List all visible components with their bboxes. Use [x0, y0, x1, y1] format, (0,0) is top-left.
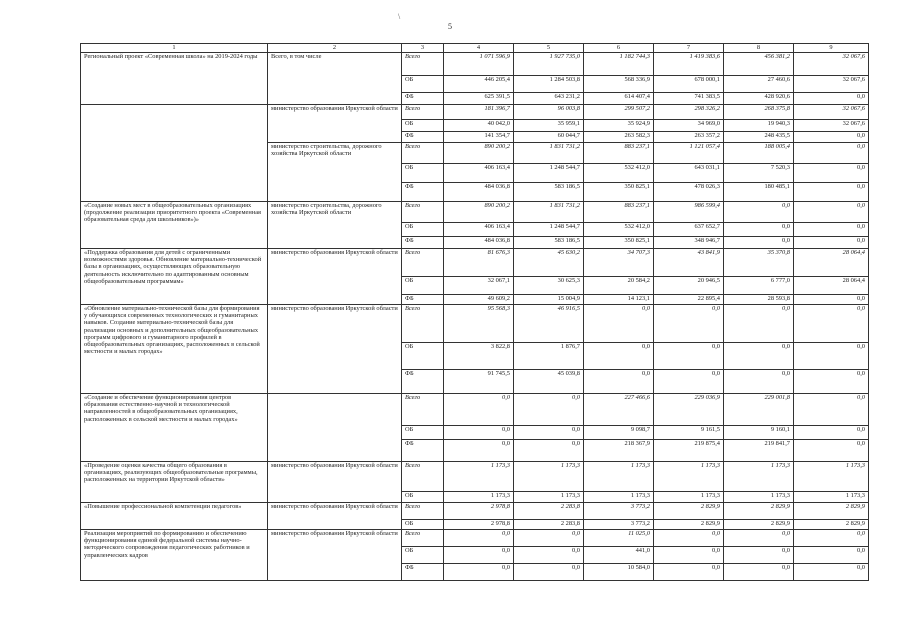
year-amount: 6 777,0 — [724, 277, 794, 295]
year-amount: 741 383,5 — [654, 93, 724, 105]
funding-source: ОБ — [402, 164, 444, 183]
responsible-executor: министерство образования Иркутской области — [268, 530, 402, 581]
funding-source: ФБ — [402, 564, 444, 581]
year-amount: 1 173,3 — [794, 492, 869, 503]
year-amount: 0,0 — [584, 370, 654, 394]
year-amount: 1 831 731,2 — [514, 143, 584, 164]
year-amount: 406 163,4 — [444, 164, 514, 183]
year-amount: 45 039,8 — [514, 370, 584, 394]
year-amount: 0,0 — [794, 143, 869, 164]
year-amount: 532 412,0 — [584, 223, 654, 237]
year-amount: 0,0 — [794, 93, 869, 105]
activity-description: «Поддержка образования для детей с ограниченными возможностями здоровья. Обновление материально-технической базы в организациях, осуществляющих образовательную деятельность исключительно по адаптированным основным общеобразовательным программам» — [81, 249, 268, 305]
year-amount: 35 924,9 — [584, 120, 654, 132]
year-amount: 0,0 — [724, 202, 794, 223]
column-header: 9 — [794, 44, 869, 53]
funding-source: Всего — [402, 503, 444, 520]
year-amount: 180 485,1 — [724, 183, 794, 202]
year-amount: 0,0 — [724, 343, 794, 370]
year-amount: 1 173,3 — [724, 492, 794, 503]
year-amount: 2 978,8 — [444, 520, 514, 530]
year-amount: 1 173,3 — [584, 492, 654, 503]
year-amount: 3 773,2 — [584, 520, 654, 530]
year-amount: 299 507,2 — [584, 105, 654, 120]
year-amount: 625 391,5 — [444, 93, 514, 105]
year-amount: 34 707,3 — [584, 249, 654, 277]
year-amount: 1 876,7 — [514, 343, 584, 370]
year-amount: 46 916,5 — [514, 305, 584, 343]
year-amount: 14 123,1 — [584, 295, 654, 305]
column-header: 1 — [81, 44, 268, 53]
year-amount: 43 841,9 — [654, 249, 724, 277]
year-amount: 428 920,6 — [724, 93, 794, 105]
year-amount: 986 599,4 — [654, 202, 724, 223]
year-amount: 1 173,3 — [514, 492, 584, 503]
responsible-executor: министерство образования Иркутской области — [268, 249, 402, 305]
year-amount: 27 460,6 — [724, 76, 794, 93]
year-amount: 890 200,2 — [444, 202, 514, 223]
year-amount: 484 036,8 — [444, 237, 514, 249]
year-amount: 1 927 735,0 — [514, 53, 584, 76]
year-amount: 1 173,3 — [654, 462, 724, 492]
year-amount: 614 407,4 — [584, 93, 654, 105]
year-amount: 1 248 544,7 — [514, 164, 584, 183]
year-amount: 22 895,4 — [654, 295, 724, 305]
year-amount: 0,0 — [444, 394, 514, 426]
year-amount: 2 829,9 — [794, 503, 869, 520]
year-amount: 81 676,3 — [444, 249, 514, 277]
year-amount: 3 822,8 — [444, 343, 514, 370]
column-header: 3 — [402, 44, 444, 53]
year-amount: 0,0 — [724, 564, 794, 581]
year-amount: 32 067,1 — [444, 277, 514, 295]
funding-source: Всего — [402, 143, 444, 164]
year-amount: 484 036,8 — [444, 183, 514, 202]
year-amount: 188 005,4 — [724, 143, 794, 164]
year-amount: 28 064,4 — [794, 277, 869, 295]
funding-source: Всего — [402, 394, 444, 426]
year-amount: 0,0 — [794, 202, 869, 223]
year-amount: 34 969,0 — [654, 120, 724, 132]
year-amount: 0,0 — [794, 440, 869, 462]
year-amount: 0,0 — [654, 343, 724, 370]
year-amount: 227 466,6 — [584, 394, 654, 426]
year-amount: 1 071 596,9 — [444, 53, 514, 76]
year-amount: 883 237,1 — [584, 202, 654, 223]
year-amount: 32 067,6 — [794, 120, 869, 132]
year-amount: 1 419 383,6 — [654, 53, 724, 76]
funding-source: Всего — [402, 249, 444, 277]
year-amount: 0,0 — [724, 223, 794, 237]
funding-source: Всего — [402, 530, 444, 547]
year-amount: 1 121 057,4 — [654, 143, 724, 164]
year-amount: 0,0 — [794, 164, 869, 183]
year-amount: 11 025,0 — [584, 530, 654, 547]
year-amount: 0,0 — [794, 370, 869, 394]
year-amount: 229 036,9 — [654, 394, 724, 426]
year-amount: 9 160,1 — [724, 426, 794, 440]
activity-description: «Проведение оценки качества общего образования в организациях, реализующих общеобразовательные программы, расположенных на территории Иркутской области» — [81, 462, 268, 503]
year-amount: 35 959,1 — [514, 120, 584, 132]
responsible-executor: министерство образования Иркутской области — [268, 462, 402, 503]
year-amount: 0,0 — [514, 440, 584, 462]
funding-source: Всего — [402, 53, 444, 76]
year-amount: 0,0 — [514, 564, 584, 581]
table-row — [81, 105, 869, 120]
year-amount: 2 829,9 — [654, 503, 724, 520]
year-amount: 219 875,4 — [654, 440, 724, 462]
responsible-executor — [268, 394, 402, 462]
column-header: 5 — [514, 44, 584, 53]
column-header: 8 — [724, 44, 794, 53]
activity-description — [81, 105, 268, 202]
year-amount: 643 031,1 — [654, 164, 724, 183]
year-amount: 9 161,5 — [654, 426, 724, 440]
funding-source: ОБ — [402, 223, 444, 237]
year-amount: 0,0 — [794, 394, 869, 426]
activity-description: «Создание новых мест в общеобразовательных организациях (продолжение реализации приоритетного проекта «Современная образовательная среда для школьников»)» — [81, 202, 268, 249]
year-amount: 219 841,7 — [724, 440, 794, 462]
year-amount: 0,0 — [654, 370, 724, 394]
year-amount: 91 745,5 — [444, 370, 514, 394]
year-amount: 0,0 — [794, 132, 869, 143]
column-header: 7 — [654, 44, 724, 53]
year-amount: 15 004,9 — [514, 295, 584, 305]
year-amount: 532 412,0 — [584, 164, 654, 183]
year-amount: 643 231,2 — [514, 93, 584, 105]
year-amount: 0,0 — [724, 547, 794, 564]
year-amount: 2 978,8 — [444, 503, 514, 520]
year-amount: 40 042,0 — [444, 120, 514, 132]
year-amount: 1 182 744,3 — [584, 53, 654, 76]
table-row — [81, 305, 869, 343]
year-amount: 0,0 — [514, 547, 584, 564]
year-amount: 0,0 — [444, 530, 514, 547]
year-amount: 0,0 — [514, 426, 584, 440]
funding-source: Всего — [402, 202, 444, 223]
year-amount: 181 396,7 — [444, 105, 514, 120]
year-amount: 1 284 503,8 — [514, 76, 584, 93]
year-amount: 45 630,2 — [514, 249, 584, 277]
table-body — [81, 44, 869, 581]
year-amount: 2 829,9 — [654, 520, 724, 530]
year-amount: 1 173,3 — [444, 462, 514, 492]
year-amount: 446 205,4 — [444, 76, 514, 93]
year-amount: 0,0 — [444, 564, 514, 581]
year-amount: 60 044,7 — [514, 132, 584, 143]
year-amount: 268 375,8 — [724, 105, 794, 120]
year-amount: 0,0 — [514, 394, 584, 426]
funding-source: ОБ — [402, 277, 444, 295]
year-amount: 3 773,2 — [584, 503, 654, 520]
column-header: 4 — [444, 44, 514, 53]
year-amount: 0,0 — [724, 370, 794, 394]
year-amount: 263 582,3 — [584, 132, 654, 143]
column-header: 2 — [268, 44, 402, 53]
responsible-executor: министерство образования Иркутской области — [268, 503, 402, 530]
table-row — [81, 249, 869, 277]
funding-source: ОБ — [402, 426, 444, 440]
year-amount: 0,0 — [654, 305, 724, 343]
year-amount: 0,0 — [584, 343, 654, 370]
year-amount: 583 186,5 — [514, 237, 584, 249]
year-amount: 32 067,6 — [794, 105, 869, 120]
year-amount: 350 825,1 — [584, 237, 654, 249]
funding-source: ОБ — [402, 520, 444, 530]
year-amount: 0,0 — [654, 530, 724, 547]
year-amount: 1 173,3 — [654, 492, 724, 503]
year-amount: 263 357,2 — [654, 132, 724, 143]
year-amount: 0,0 — [794, 223, 869, 237]
year-amount: 0,0 — [794, 183, 869, 202]
year-amount: 2 829,9 — [724, 520, 794, 530]
year-amount: 28 593,8 — [724, 295, 794, 305]
activity-description: Реализация мероприятий по формированию и обеспечению функционирования единой федеральной системы научно-методического сопровождения педагогических работников и управленческих кадров — [81, 530, 268, 581]
year-amount: 0,0 — [794, 426, 869, 440]
year-amount: 0,0 — [724, 305, 794, 343]
year-amount: 9 098,7 — [584, 426, 654, 440]
year-amount: 7 520,3 — [724, 164, 794, 183]
year-amount: 49 609,2 — [444, 295, 514, 305]
year-amount: 568 336,9 — [584, 76, 654, 93]
responsible-executor: министерство строительства, дорожного хозяйства Иркутской области — [268, 202, 402, 249]
year-amount: 10 584,0 — [584, 564, 654, 581]
table-row — [81, 503, 869, 520]
responsible-executor: министерство строительства, дорожного хозяйства Иркутской области — [268, 143, 402, 202]
funding-source: ФБ — [402, 370, 444, 394]
year-amount: 1 173,3 — [794, 462, 869, 492]
year-amount: 32 067,6 — [794, 76, 869, 93]
year-amount: 1 831 731,2 — [514, 202, 584, 223]
table-row — [81, 394, 869, 426]
page-number: 5 — [448, 22, 452, 31]
year-amount: 229 001,8 — [724, 394, 794, 426]
year-amount: 32 067,6 — [794, 53, 869, 76]
funding-source: ФБ — [402, 440, 444, 462]
year-amount: 95 568,3 — [444, 305, 514, 343]
year-amount: 2 283,8 — [514, 520, 584, 530]
budget-table — [80, 43, 869, 581]
year-amount: 1 248 544,7 — [514, 223, 584, 237]
year-amount: 248 435,5 — [724, 132, 794, 143]
year-amount: 0,0 — [514, 530, 584, 547]
table-row — [81, 53, 869, 76]
responsible-executor: министерство образования Иркутской области — [268, 105, 402, 143]
year-amount: 2 829,9 — [724, 503, 794, 520]
table-row — [81, 462, 869, 492]
year-amount: 0,0 — [794, 295, 869, 305]
responsible-executor: Всего, в том числе — [268, 53, 402, 105]
year-amount: 35 370,8 — [724, 249, 794, 277]
year-amount: 0,0 — [654, 547, 724, 564]
year-amount: 0,0 — [794, 305, 869, 343]
activity-description: «Повышение профессиональной компетенции педагогов» — [81, 503, 268, 530]
year-amount: 28 064,4 — [794, 249, 869, 277]
activity-description: Региональный проект «Современная школа» на 2019-2024 годы — [81, 53, 268, 105]
year-amount: 0,0 — [444, 440, 514, 462]
funding-source: ОБ — [402, 343, 444, 370]
year-amount: 1 173,3 — [584, 462, 654, 492]
activity-description: «Создание и обеспечение функционирования центров образования естественно-научной и технологической направленностей в общеобразовательных организациях, расположенных в сельской местности и малых городах» — [81, 394, 268, 462]
year-amount: 20 584,2 — [584, 277, 654, 295]
funding-source: ФБ — [402, 132, 444, 143]
table-row — [81, 530, 869, 547]
year-amount: 19 940,3 — [724, 120, 794, 132]
funding-source: ФБ — [402, 237, 444, 249]
funding-source: ФБ — [402, 295, 444, 305]
funding-source: ФБ — [402, 93, 444, 105]
column-header: 6 — [584, 44, 654, 53]
funding-source: Всего — [402, 462, 444, 492]
year-amount: 0,0 — [794, 547, 869, 564]
year-amount: 350 825,1 — [584, 183, 654, 202]
year-amount: 30 625,3 — [514, 277, 584, 295]
year-amount: 0,0 — [794, 564, 869, 581]
year-amount: 678 000,1 — [654, 76, 724, 93]
year-amount: 0,0 — [724, 237, 794, 249]
year-amount: 2 283,8 — [514, 503, 584, 520]
year-amount: 0,0 — [794, 343, 869, 370]
year-amount: 0,0 — [654, 564, 724, 581]
year-amount: 0,0 — [724, 530, 794, 547]
year-amount: 1 173,3 — [724, 462, 794, 492]
responsible-executor: министерство образования Иркутской области — [268, 305, 402, 394]
funding-source: Всего — [402, 305, 444, 343]
activity-description: «Обновление материально-технической базы для формирования у обучающихся современных технологических и гуманитарных навыков. Создание материально-технической базы для реализации основных и дополнительных общеобразовательных программ цифрового и гуманитарного профилей в общеобразовательных организациях, расположенных в сельской местности и малых городах» — [81, 305, 268, 394]
year-amount: 406 163,4 — [444, 223, 514, 237]
table-row — [81, 202, 869, 223]
year-amount: 1 173,3 — [514, 462, 584, 492]
year-amount: 20 946,5 — [654, 277, 724, 295]
year-amount: 298 326,2 — [654, 105, 724, 120]
funding-source: ОБ — [402, 492, 444, 503]
funding-source: ОБ — [402, 547, 444, 564]
year-amount: 2 829,9 — [794, 520, 869, 530]
year-amount: 0,0 — [444, 426, 514, 440]
year-amount: 456 381,2 — [724, 53, 794, 76]
year-amount: 883 237,1 — [584, 143, 654, 164]
funding-source: Всего — [402, 105, 444, 120]
year-amount: 0,0 — [584, 305, 654, 343]
year-amount: 583 186,5 — [514, 183, 584, 202]
year-amount: 637 652,7 — [654, 223, 724, 237]
scan-mark: \ — [398, 12, 401, 21]
header-row — [81, 44, 869, 53]
year-amount: 1 173,3 — [444, 492, 514, 503]
year-amount: 478 026,3 — [654, 183, 724, 202]
funding-source: ОБ — [402, 76, 444, 93]
year-amount: 141 354,7 — [444, 132, 514, 143]
funding-source: ФБ — [402, 183, 444, 202]
year-amount: 441,0 — [584, 547, 654, 564]
year-amount: 890 200,2 — [444, 143, 514, 164]
funding-source: ОБ — [402, 120, 444, 132]
year-amount: 96 003,8 — [514, 105, 584, 120]
year-amount: 0,0 — [444, 547, 514, 564]
year-amount: 218 367,9 — [584, 440, 654, 462]
year-amount: 0,0 — [794, 530, 869, 547]
year-amount: 0,0 — [794, 237, 869, 249]
year-amount: 348 946,7 — [654, 237, 724, 249]
